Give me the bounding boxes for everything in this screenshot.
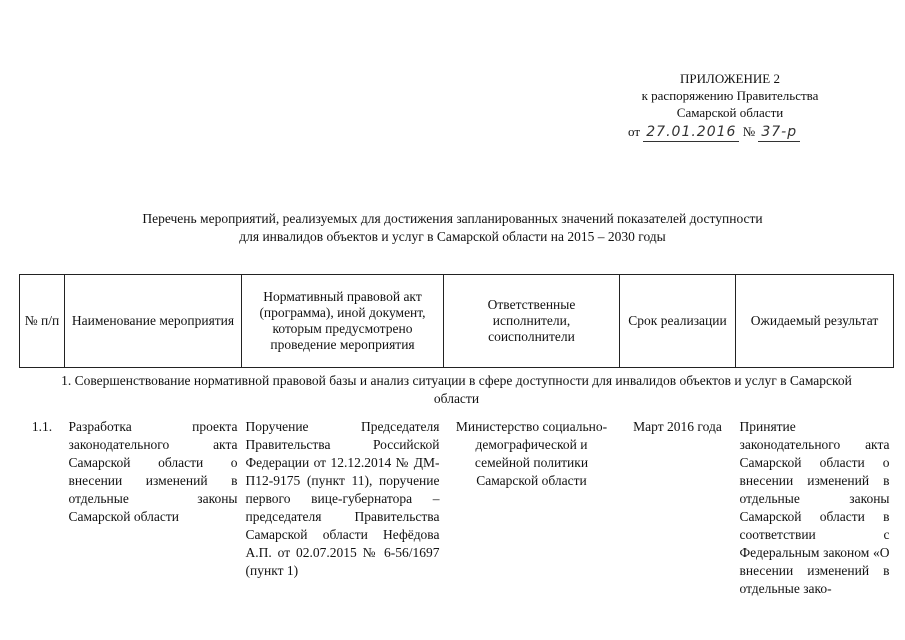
appendix-title: ПРИЛОЖЕНИЕ 2 (680, 71, 780, 86)
section-row (20, 368, 894, 413)
appendix-line-2: к распоряжению Правительства (641, 88, 819, 103)
appendix-line-3: Самарской области (676, 105, 784, 120)
header-name: Наименование мероприятия (65, 275, 242, 368)
document-title-line-2: для инвалидов объектов и услуг в Самарской области на 2015 – 2030 годы (239, 229, 666, 244)
row-result: Принятие законодательного акта Самарской области о внесении изменений в отдельные законы Самарской области в соответствии с Федеральным законом «О внесении изменений в отдельные зако- (739, 419, 890, 596)
appendix-block (580, 70, 880, 140)
header-executors: Ответственные исполнители, соисполнители (444, 275, 620, 368)
row-document: Поручение Председателя Правительства Российской Федерации от 12.12.2014 № ДМ-П12-9175 (пункт 11), поручение первого вице-губернатора – председателя Правительства Самарской области Нефёдова А.П. от 02.07.2015 № 6-56/1697 (пункт 1) (245, 419, 440, 578)
document-title-line-1: Перечень мероприятий, реализуемых для достижения запланированных значений показателей доступности (142, 211, 763, 226)
row-executors: Министерство социально-демографической и семейной политики Самарской области (455, 419, 608, 488)
appendix-date-line (628, 123, 800, 142)
header-result: Ожидаемый результат (736, 275, 894, 368)
table-header-row (20, 275, 894, 368)
date-prefix: от (628, 124, 641, 139)
handwritten-date: 27.01.2016 (643, 124, 739, 142)
row-name: Разработка проекта законодательного акта Самарской области о внесении изменений в отдельные законы Самарской области (68, 419, 238, 524)
measures-table (19, 274, 894, 598)
row-number: 1.1. (31, 419, 53, 434)
number-prefix: № (742, 124, 756, 139)
section-title: 1. Совершенствование нормативной правовой базы и анализ ситуации в сфере доступности для инвалидов объектов и услуг в Самарской области (61, 373, 852, 406)
handwritten-number: 37-р (758, 124, 800, 142)
table-row (20, 412, 894, 598)
header-deadline: Срок реализации (620, 275, 736, 368)
row-deadline: Март 2016 года (633, 419, 722, 434)
header-number: № п/п (20, 275, 65, 368)
document-title (0, 210, 905, 246)
header-document: Нормативный правовой акт (программа), иной документ, которым предусмотрено проведение мероприятия (242, 275, 444, 368)
